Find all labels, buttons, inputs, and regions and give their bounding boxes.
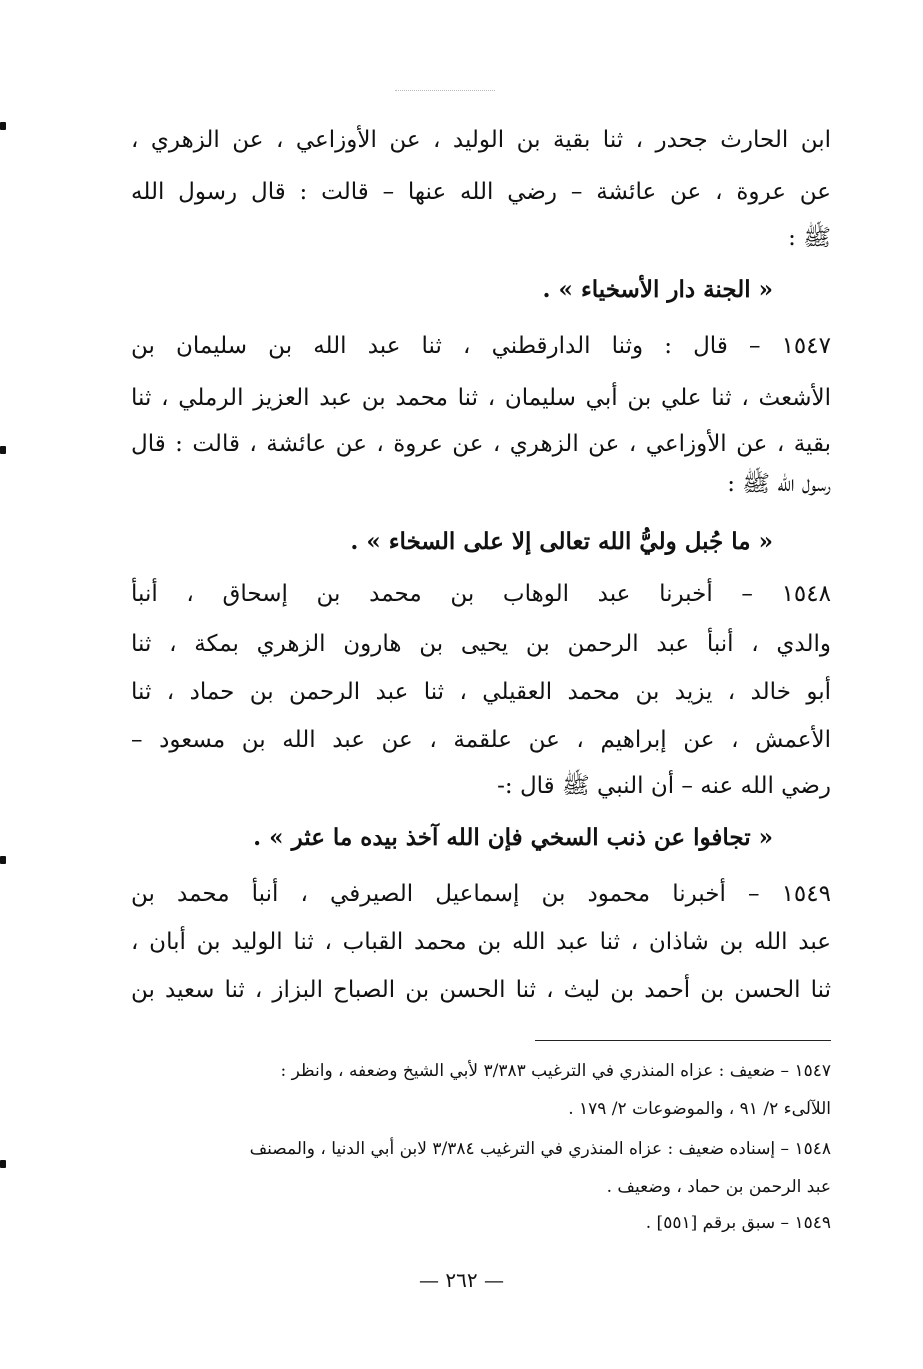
body-line: رضي الله عنه – أن النبي ﷺ قال :- [497, 773, 831, 799]
body-line: ابن الحارث جحدر ، ثنا بقية بن الوليد ، عن الأوزاعي ، عن الزهري ، [131, 127, 831, 153]
footnote-line: ١٥٤٨ – إسناده ضعيف : عزاه المنذري في الترغيب ٣/٣٨٤ لابن أبي الدنيا ، والمصنف [249, 1139, 831, 1159]
body-line: ثنا الحسن بن أحمد بن ليث ، ثنا الحسن بن الصباح البزاز ، ثنا سعيد بن [131, 977, 831, 1003]
top-rule [395, 90, 495, 91]
body-line: رسول الله ﷺ : [727, 471, 831, 497]
body-line: الأعمش ، عن إبراهيم ، عن علقمة ، عن عبد الله بن مسعود – [131, 727, 831, 753]
page-number: — ٢٦٢ — [419, 1268, 504, 1292]
margin-mark [0, 856, 6, 864]
body-line: عبد الله بن شاذان ، ثنا عبد الله بن محمد القباب ، ثنا الوليد بن أبان ، [131, 929, 831, 955]
footnote-line: ١٥٤٩ – سبق برقم [٥٥١] . [645, 1213, 831, 1233]
body-line: أبو خالد ، يزيد بن محمد العقيلي ، ثنا عبد الرحمن بن حماد ، ثنا [131, 679, 831, 705]
hadith-quote: « ما جُبل وليُّ الله تعالى إلا على السخاء » . [350, 528, 773, 555]
body-line: ١٥٤٩ – أخبرنا محمود بن إسماعيل الصيرفي ، أنبأ محمد بن [131, 881, 831, 907]
hadith-quote: « تجافوا عن ذنب السخي فإن الله آخذ بيده ما عثر » . [253, 824, 773, 851]
hadith-quote: « الجنة دار الأسخياء » . [542, 276, 773, 303]
body-line: ١٥٤٨ – أخبرنا عبد الوهاب بن محمد بن إسحاق ، أنبأ [131, 581, 831, 607]
margin-mark [0, 122, 6, 130]
margin-mark [0, 446, 6, 454]
body-line: ١٥٤٧ – قال : وثنا الدارقطني ، ثنا عبد الله بن سليمان بن [131, 333, 831, 359]
footnote-line: ١٥٤٧ – ضعيف : عزاه المنذري في الترغيب ٣/٣٨٣ لأبي الشيخ وضعفه ، وانظر : [280, 1061, 831, 1081]
body-line: والدي ، أنبأ عبد الرحمن بن يحيى بن هارون الزهري بمكة ، ثنا [131, 631, 831, 657]
margin-mark [0, 1160, 6, 1168]
body-line: ﷺ : [788, 225, 831, 251]
body-line: الأشعث ، ثنا علي بن أبي سليمان ، ثنا محمد بن عبد العزيز الرملي ، ثنا [131, 385, 831, 411]
footnote-line: اللآلىء ٢/ ٩١ ، والموضوعات ٢/ ١٧٩ . [568, 1099, 831, 1119]
footnote-separator [535, 1040, 831, 1041]
body-line: عن عروة ، عن عائشة – رضي الله عنها – قالت : قال رسول الله [131, 179, 831, 205]
footnote-line: عبد الرحمن بن حماد ، وضعيف . [606, 1177, 831, 1197]
body-line: بقية ، عن الأوزاعي ، عن الزهري ، عن عروة ، عن عائشة ، قالت : قال [131, 431, 831, 457]
